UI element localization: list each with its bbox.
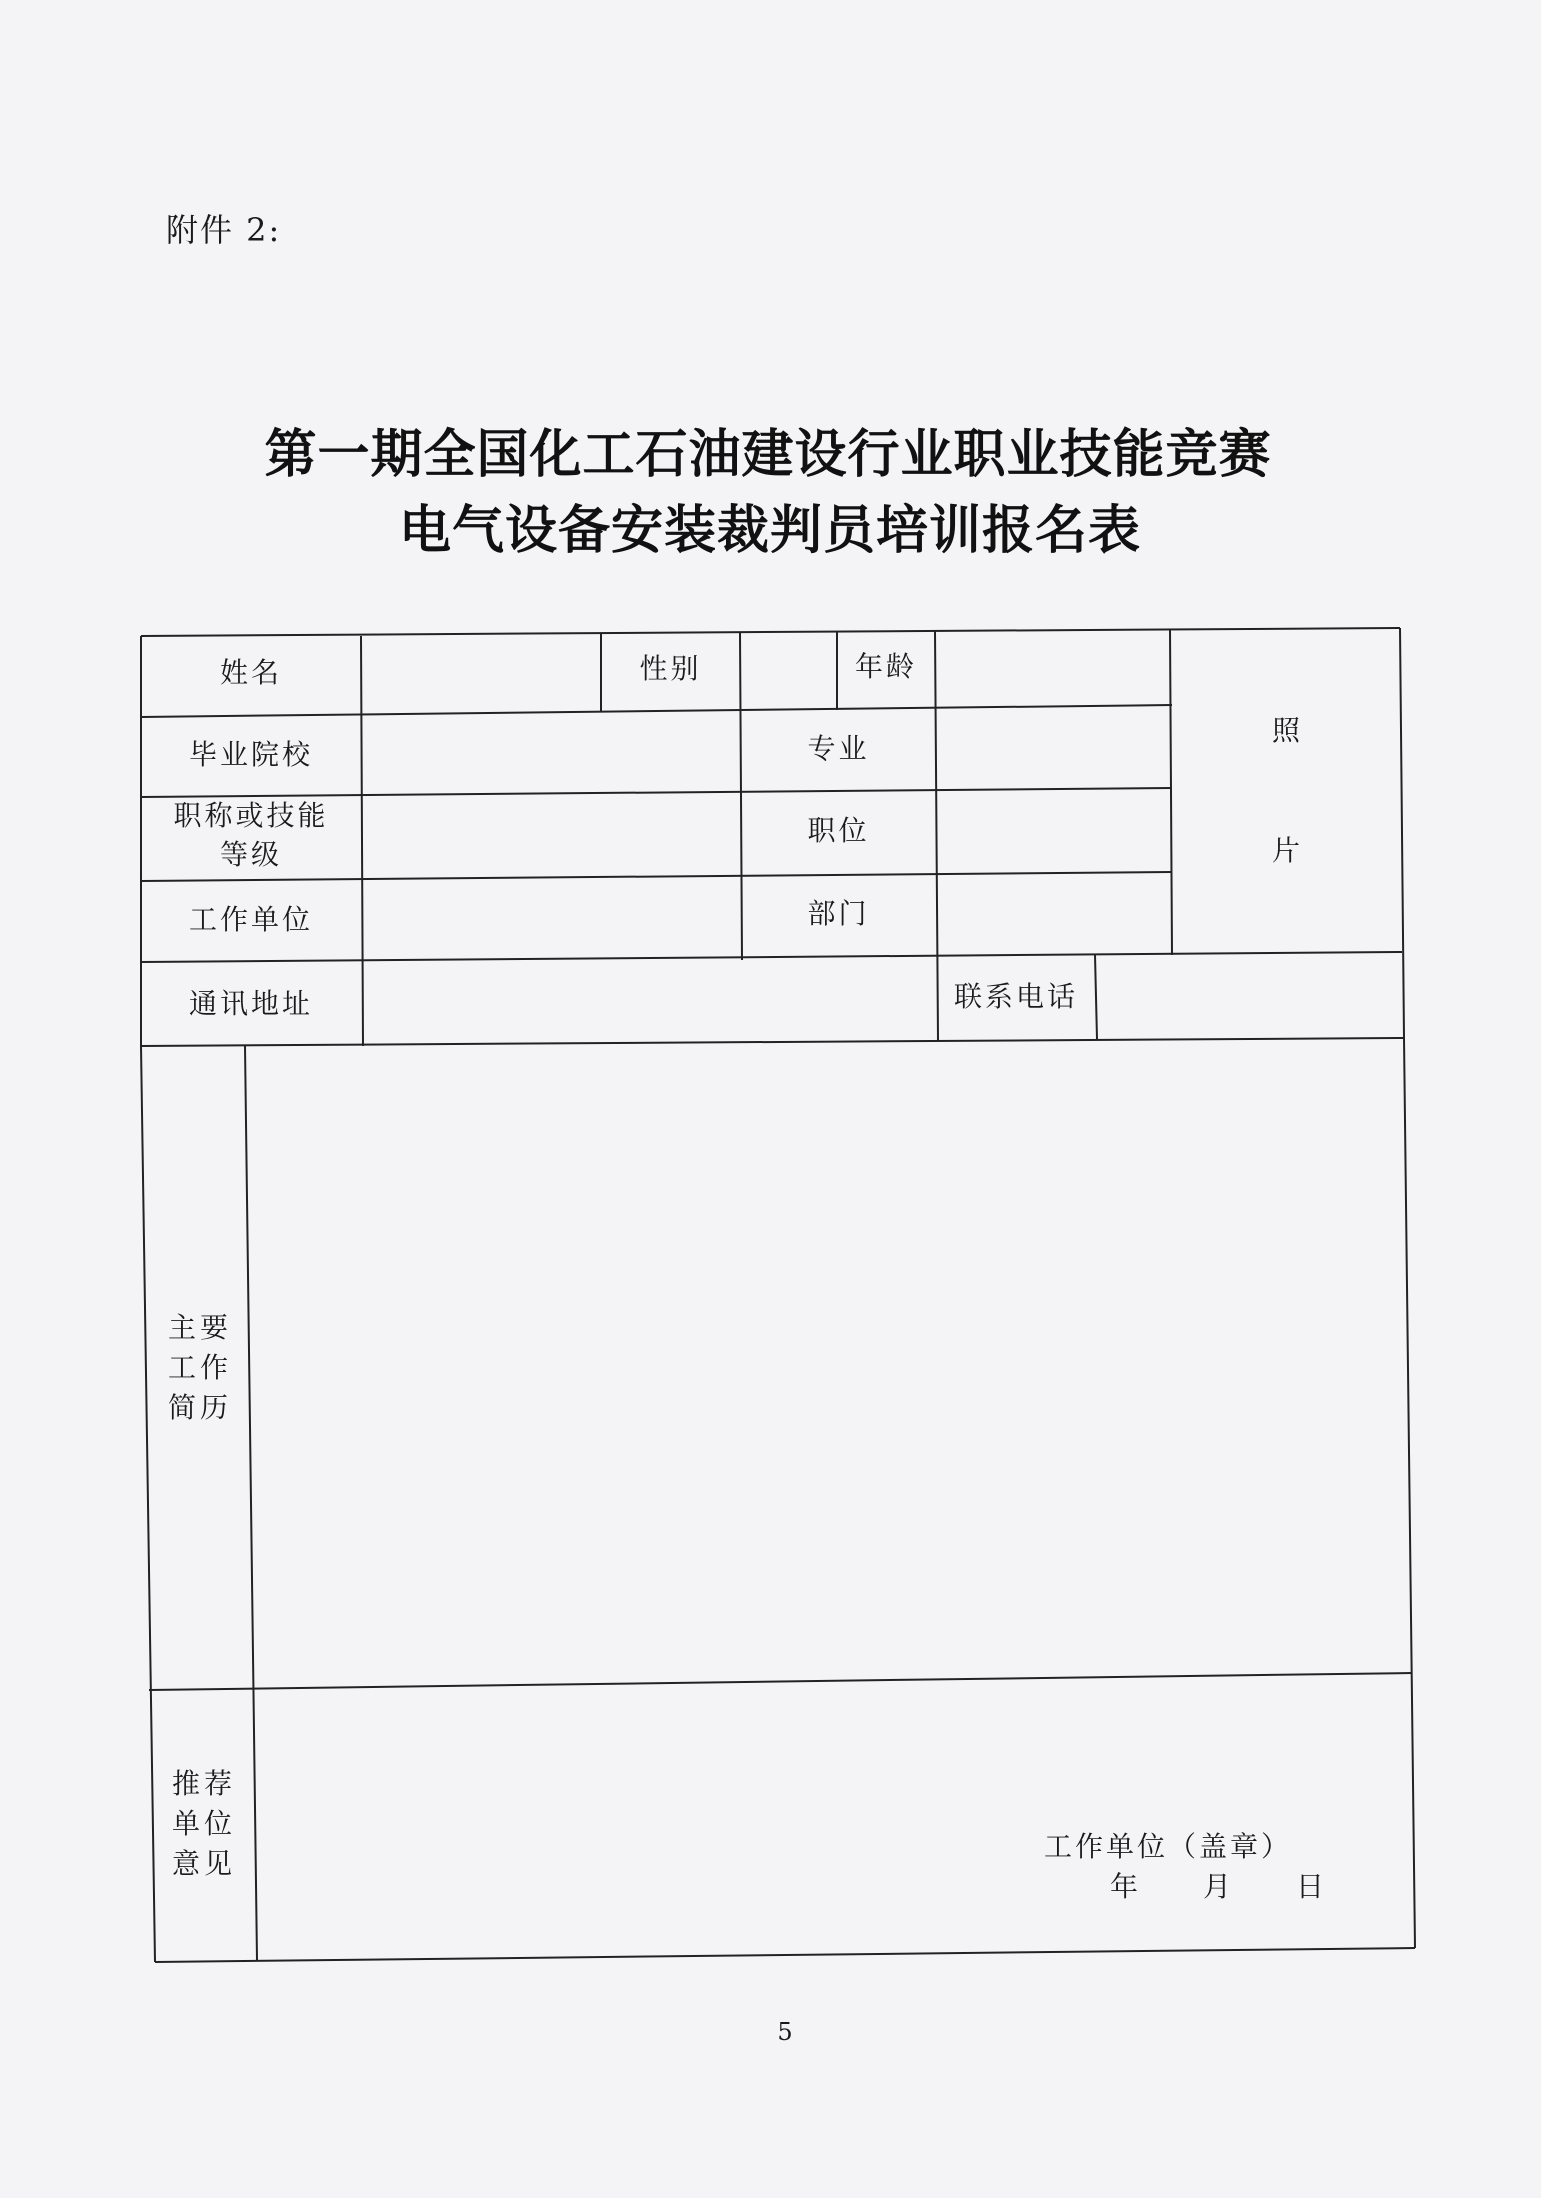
recommend-label [172,1764,236,1884]
name-label: 姓名 [219,656,282,689]
form-title-line-1: 第一期全国化工石油建设行业职业技能竞赛 [264,425,1272,485]
resume-label-line-1: 主要 [168,1311,233,1344]
resume-label-line-3: 简历 [168,1391,233,1424]
major-label: 专业 [807,732,870,765]
department-label: 部门 [807,897,870,930]
resume-label-line-2: 工作 [168,1351,233,1384]
stamp-label: 工作单位（盖章） [1044,1830,1293,1863]
form-title-line-2: 电气设备安装裁判员培训报名表 [398,501,1141,561]
recommend-label-line-1: 推荐 [172,1767,237,1800]
position-label: 职位 [807,814,870,847]
photo-label-2: 片 [1272,834,1304,867]
title-level-label-2: 等级 [219,838,282,871]
recommend-label-line-3: 意见 [172,1847,237,1880]
date-label: 年 月 日 [1110,1870,1328,1903]
school-label: 毕业院校 [188,738,313,771]
employer-label: 工作单位 [188,903,313,936]
address-label: 通讯地址 [188,987,313,1020]
age-label: 年龄 [854,650,917,683]
photo-label-1: 照 [1272,714,1304,747]
resume-label [168,1308,232,1428]
attachment-label: 附件 2: [166,211,282,249]
page-number: 5 [777,2018,793,2046]
title-level-label-1: 职称或技能 [173,799,329,832]
recommend-label-line-2: 单位 [172,1807,237,1840]
gender-label: 性别 [639,652,702,685]
phone-label: 联系电话 [953,980,1078,1013]
